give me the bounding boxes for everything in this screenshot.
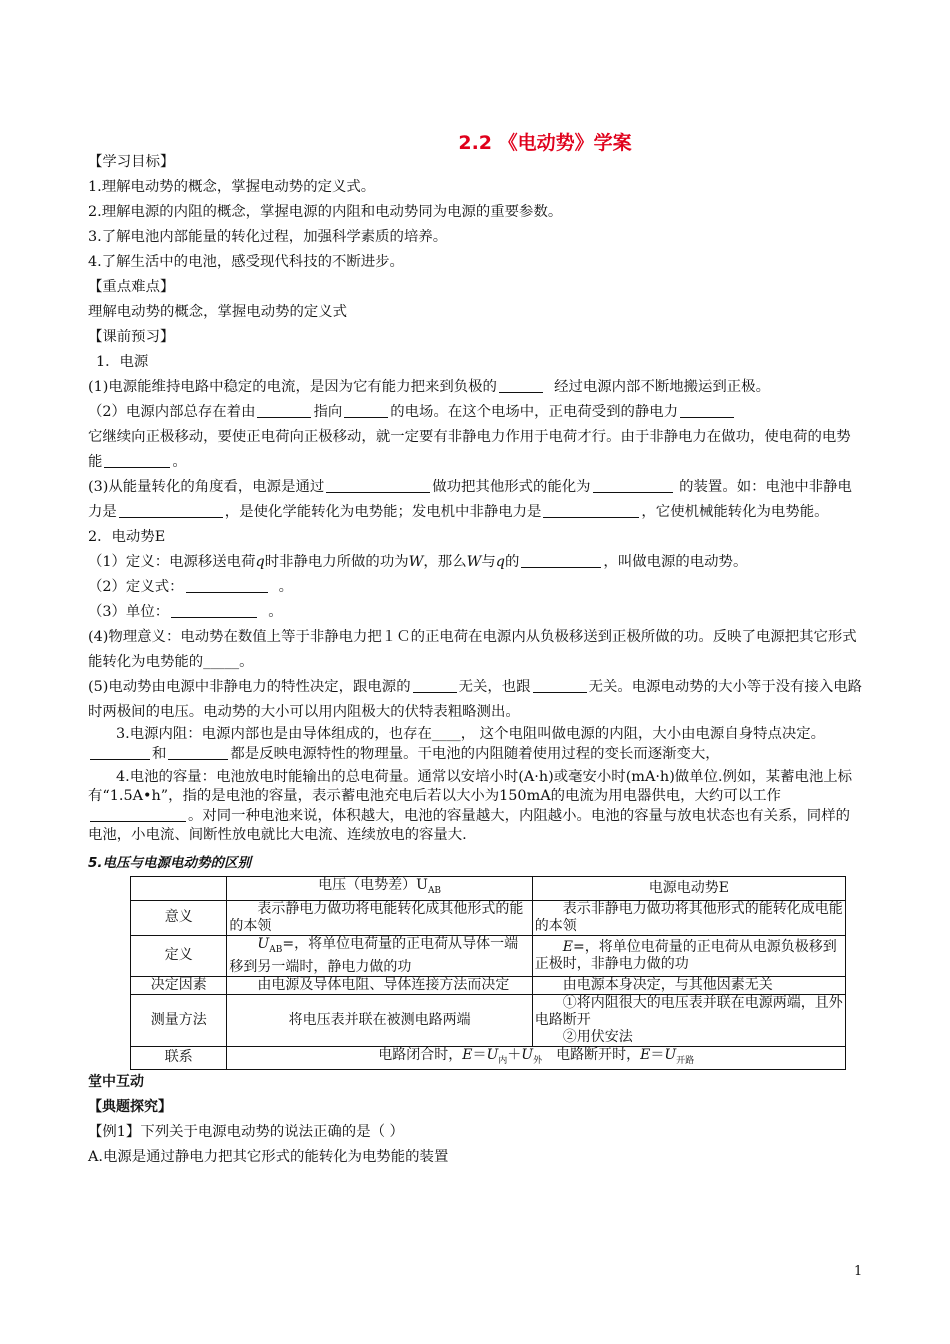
para-3-text-c: 的装置。如：电池中非静电力是 [88, 479, 852, 520]
table-row [131, 877, 846, 901]
para-3-text-d: ，是使化学能转化为电势能；发电机中非静电力是 [224, 504, 542, 520]
para-3-text-e: ，它使机械能转化为电势能。 [641, 504, 829, 520]
section-emf: 2．电动势E [88, 529, 166, 545]
plus-sign: ＋ [507, 1046, 522, 1063]
row-label-definition: 定义 [131, 935, 227, 976]
def-4: (4)物理意义：电动势在数值上等于非静电力把１Ｃ的正电荷在电源内从负极移送到正极所做的功。反映了电源把其它形式能转化为电势能的_____。 [88, 629, 857, 670]
para-1-text-b: 经过电源内部不断地搬运到正极。 [554, 379, 770, 395]
var-u: U [257, 935, 270, 952]
def-1-text-c: ，那么 [423, 554, 467, 570]
sub-outer: 外 [533, 1055, 543, 1066]
capacity-text-b: 。对同一种电池来说，体积越大，电池的容量越大，内阻越小。电池的容量与放电状态也有关系，同样的电池，小电流、间断性放电就比大电流、连续放电的容量大. [88, 808, 850, 843]
cell-emf-measurement [532, 994, 845, 1046]
fill-blank [533, 677, 587, 693]
def-3-text-b: 。 [268, 604, 283, 620]
emf-method-1: ①将内阻很大的电压表并联在电源两端，且外电路断开 [534, 994, 843, 1028]
section-capacity [88, 768, 864, 845]
equals-sign: ＝ [472, 1046, 487, 1063]
fill-blank [104, 452, 170, 468]
relation-text-d: 电路断开时， [542, 1046, 641, 1063]
page-title: 2.2 《电动势》学案 [458, 132, 632, 154]
def-2 [88, 575, 864, 600]
goal-item-1: 1.理解电动势的概念，掌握电动势的定义式。 [88, 179, 376, 195]
page-number: 1 [854, 1264, 863, 1279]
var-q: q [495, 554, 506, 570]
sub-open-circuit: 开路 [676, 1055, 695, 1066]
header-voltage-label: 电压（电势差）U [318, 877, 428, 893]
fill-blank [119, 502, 223, 518]
para-2-text-e: 。 [172, 454, 187, 470]
var-w: W [408, 554, 424, 570]
sub-inner: 内 [498, 1055, 508, 1066]
comparison-table [130, 876, 846, 1070]
cell-voltage-definition [227, 935, 532, 976]
var-e: E [462, 1046, 473, 1063]
def-1-text-e: 的 [505, 554, 520, 570]
table-header-empty [131, 877, 227, 901]
def-3-text-a: （3）单位： [88, 604, 170, 620]
cell-emf-meaning: 表示非静电力做功将其他形式的能转化成电能的本领 [532, 900, 845, 935]
row-label-meaning: 意义 [131, 900, 227, 935]
def-1-text-d: 与 [481, 554, 496, 570]
cell-voltage-measurement: 将电压表并联在被测电路两端 [227, 994, 532, 1046]
keypoints-text: 理解电动势的概念，掌握电动势的定义式 [88, 304, 348, 320]
def-5 [88, 675, 864, 725]
cell-relation [227, 1046, 846, 1070]
fill-blank [593, 477, 673, 493]
fill-blank [499, 377, 543, 393]
def-5-text-a: (5)电动势由电源中非静电力的特性决定，跟电源的 [88, 679, 411, 695]
interaction-heading: 堂中互动 [88, 1074, 144, 1091]
cell-emf-definition [532, 935, 845, 976]
emf-method-2: ②用伏安法 [562, 1028, 633, 1045]
equals-sign: ＝ [650, 1046, 665, 1063]
voltage-definition-text: =，将单位电荷量的正电荷从导体一端移到另一端时，静电力做的功 [229, 935, 519, 975]
keypoints-heading: 【重点难点】 [88, 279, 175, 295]
table-row [131, 976, 846, 994]
var-u: U [664, 1046, 677, 1063]
para-3-text-b: 做功把其他形式的能化为 [432, 479, 591, 495]
relation-text-a: 电路闭合时， [378, 1046, 463, 1063]
def-3 [88, 600, 864, 625]
header-voltage-sub: AB [427, 885, 442, 896]
def-1-text-b: 时非静电力所做的功为 [264, 554, 409, 570]
def-5-text-c: 无关。电源电动势的大小等于没有接入电路时两极间的电压。电动势的大小可以用内阻极大的伏特表粗略测出。 [88, 679, 862, 720]
comparison-heading: 5.电压与电源电动势的区别 [88, 855, 252, 871]
goal-item-3: 3.了解电池内部能量的转化过程，加强科学素质的培养。 [88, 229, 448, 245]
para-1-text-a: (1)电源能维持电路中稳定的电流，是因为它有能力把来到负极的 [88, 379, 497, 395]
goal-item-2: 2.理解电源的内阻的概念，掌握电源的内阻和电动势同为电源的重要参数。 [88, 204, 563, 220]
var-w: W [466, 554, 482, 570]
var-q: q [255, 554, 265, 570]
para-2-text-c: 的电场。在这个电场中，正电荷受到的静电力 [390, 404, 679, 420]
fill-blank [90, 806, 186, 822]
goals-heading: 【学习目标】 [88, 154, 175, 170]
fill-blank [326, 477, 430, 493]
fill-blank [168, 744, 228, 760]
var-e: E [562, 938, 574, 955]
fill-blank [680, 402, 734, 418]
capacity-text-a: 4.电池的容量：电池放电时能输出的总电荷量。通常以安培小时(A·h)或毫安小时(mA·h)做单位.例如，某蓄电池上标有“1.5A•h”，指的是电池的容量，表示蓄电池充电后若以大小为150mA的电流为用电器供电，大约可以工作 [88, 769, 853, 804]
internal-resistance-text-c: 都是反映电源特性的物理量。干电池的内阻随着使用过程的变长而逐渐变大， [230, 746, 720, 762]
para-3 [88, 475, 864, 525]
var-e: E [640, 1046, 651, 1063]
internal-resistance-text-a: 3.电源内阻：电源内部也是由导体组成的，也存在____， 这个电阻叫做电源的内阻，大小由电源自身特点决定。 [116, 726, 826, 742]
table-row [131, 935, 846, 976]
fill-blank [521, 552, 601, 568]
table-row [131, 900, 846, 935]
table-header-voltage [227, 877, 532, 901]
fill-blank [543, 502, 639, 518]
row-label-relation: 联系 [131, 1046, 227, 1070]
row-label-factors: 决定因素 [131, 976, 227, 994]
cell-emf-factors: 由电源本身决定，与其他因素无关 [532, 976, 845, 994]
example-heading: 【典题探究】 [88, 1099, 172, 1116]
table-row [131, 1046, 846, 1070]
fill-blank [344, 402, 388, 418]
fill-blank [413, 677, 457, 693]
fill-blank [257, 402, 311, 418]
def-5-text-b: 无关，也跟 [458, 679, 531, 695]
cell-voltage-factors: 由电源及导体电阻、导体连接方法而决定 [227, 976, 532, 994]
var-u: U [486, 1046, 499, 1063]
preview-heading: 【课前预习】 [88, 329, 175, 345]
para-2 [88, 400, 864, 425]
def-2-text-b: 。 [278, 579, 294, 595]
para-2-cont [88, 425, 864, 475]
para-2-text-b: 指向 [313, 404, 343, 420]
def-2-text-a: （2）定义式： [88, 579, 184, 595]
var-u: U [521, 1046, 534, 1063]
goal-item-4: 4.了解生活中的电池，感受现代科技的不断进步。 [88, 254, 404, 270]
fill-blank [171, 602, 257, 618]
para-3-text-a: (3)从能量转化的角度看，电源是通过 [88, 479, 325, 495]
main-content [88, 150, 864, 1170]
def-1-text-f: ，叫做电源的电动势。 [603, 554, 748, 570]
def-1 [88, 550, 864, 575]
para-1 [88, 375, 864, 400]
internal-resistance-text-b: 和 [152, 746, 167, 762]
fill-blank [186, 577, 268, 593]
fill-blank [90, 744, 150, 760]
table-row [131, 994, 846, 1046]
def-1-text-a: （1）定义：电源移送电荷 [88, 554, 256, 570]
var-u-sub: AB [269, 944, 283, 955]
emf-definition-text: =，将单位电荷量的正电荷从电源负极移到正极时，非静电力做的功 [534, 938, 837, 972]
row-label-measurement: 测量方法 [131, 994, 227, 1046]
example-1-question: 【例1】下列关于电源电动势的说法正确的是（ ） [88, 1124, 404, 1141]
example-1-option-a: A.电源是通过静电力把其它形式的能转化为电势能的装置 [88, 1149, 449, 1166]
section-power-source: 1．电源 [96, 354, 149, 370]
para-2-text-a: （2）电源内部总存在着由 [88, 404, 256, 420]
para-2-text-d: 它继续向正极移动，要使正电荷向正极移动，就一定要有非静电力作用于电荷才行。由于非静电力在做功，使电荷的电势能 [88, 429, 851, 470]
cell-voltage-meaning: 表示静电力做功将电能转化成其他形式的能的本领 [227, 900, 532, 935]
section-internal-resistance [88, 725, 864, 764]
table-header-emf: 电源电动势E [532, 877, 845, 901]
